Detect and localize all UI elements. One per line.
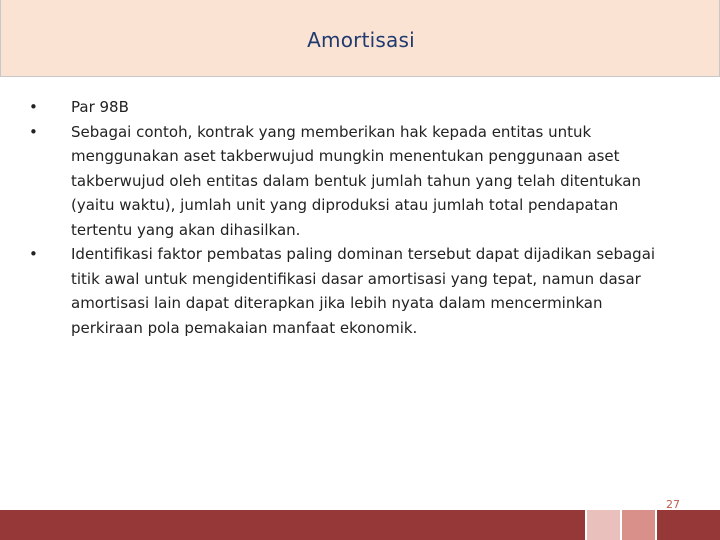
footer-bar — [0, 510, 720, 540]
bullet-item — [26, 95, 666, 120]
footer-swatch-dark — [657, 510, 720, 540]
bullet-marker: • — [29, 245, 38, 263]
page-number: 27 — [666, 498, 680, 511]
bullet-text: Identifikasi faktor pembatas paling dominan tersebut dapat dijadikan sebagai titik awal untuk mengidentifikasi dasar amortisasi yang tepat, namun dasar amortisasi lain dapat diterapkan jika lebih nyata dalam mencerminkan perkiraan pola pemakaian manfaat ekonomik. — [71, 245, 656, 337]
bullet-marker: • — [29, 122, 38, 141]
bullet-item — [26, 120, 666, 243]
bullet-text: Sebagai contoh, kontrak yang memberikan hak kepada entitas untuk menggunakan aset takberwujud mungkin menentukan penggunaan aset takberwujud oleh entitas dalam bentuk jumlah tahun yang telah ditentukan (yaitu waktu), jumlah unit yang diproduksi atau jumlah total pendapatan tertentu yang akan dihasilkan. — [71, 122, 641, 239]
bullet-marker: • — [29, 98, 38, 116]
bullet-list — [26, 95, 666, 340]
bullet-text: Par 98B — [71, 98, 129, 116]
footer-swatch-light — [587, 510, 620, 540]
bullet-item — [26, 242, 666, 340]
footer-swatch-mid — [622, 510, 655, 540]
footer-band — [0, 510, 585, 540]
slide-title: Amortisasi — [307, 28, 415, 52]
title-bar — [0, 0, 720, 77]
